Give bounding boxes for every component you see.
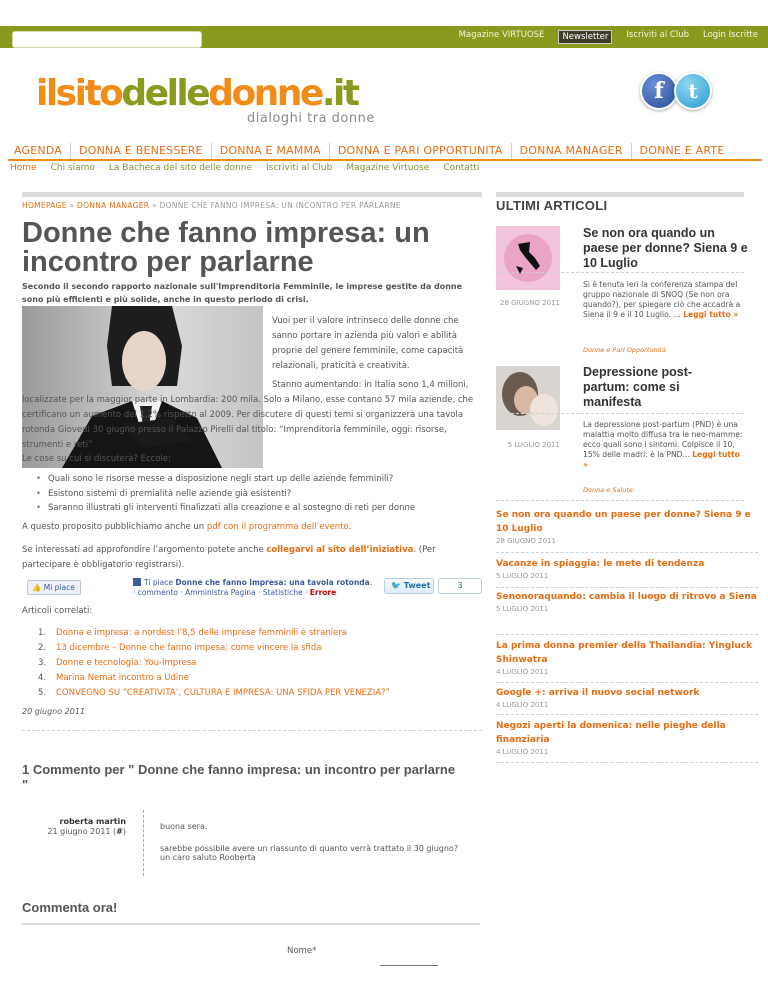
list-item bbox=[38, 686, 390, 701]
list-item-date: 28 GIUGNO 2011 bbox=[496, 537, 556, 545]
article-paragraph-3: Le cose su cui si discuterà? Eccole: bbox=[22, 454, 171, 464]
featured-title[interactable]: Depressione post-partum: come si manifesta bbox=[583, 365, 693, 409]
comments-heading: 1 Commento per " Donne che fanno impresa: un incontro per parlarne " bbox=[22, 762, 456, 792]
list-item[interactable] bbox=[496, 557, 758, 580]
featured-title[interactable]: Se non ora quando un paese per donne? Siena 9 e 10 Luglio bbox=[583, 226, 748, 270]
featured-category[interactable]: Donne e Pari Opportunità bbox=[583, 346, 666, 354]
featured-excerpt-text: La depressione post-partum (PND) è una malattia molto diffusa tra le neo-mamme: ecco quali sono i sintomi. Colpisce il 10, 15% delle madri: è la PND... bbox=[583, 420, 743, 459]
list-item[interactable] bbox=[496, 590, 758, 613]
breadcrumb bbox=[22, 201, 401, 210]
sub-nav bbox=[8, 163, 762, 179]
dashed-divider bbox=[496, 682, 758, 683]
italy-map-image bbox=[496, 226, 560, 290]
related-number: 5. bbox=[38, 688, 47, 698]
featured-excerpt-text: Si è tenuta ieri la conferenza stampa del gruppo nazionale di SNOQ (Se non ora quando?), per spiegare ciò che accadrà a Siena il 9 e il 10 Luglio. ... bbox=[583, 280, 741, 319]
social-icons bbox=[640, 72, 716, 112]
dashed-divider bbox=[496, 714, 758, 715]
list-item-title[interactable]: Se non ora quando un paese per donne? Siena 9 e 10 Luglio bbox=[496, 510, 751, 534]
list-item[interactable] bbox=[496, 719, 758, 756]
site-logo[interactable] bbox=[36, 73, 358, 114]
related-number: 2. bbox=[38, 643, 47, 653]
logo-part-4: .it bbox=[321, 73, 358, 114]
registration-paragraph bbox=[22, 543, 478, 573]
subnav-home[interactable]: Home bbox=[10, 163, 37, 173]
featured-category[interactable]: Donna e Salute bbox=[583, 486, 633, 494]
subnav-bacheca[interactable]: La Bacheca del sito delle donne bbox=[108, 163, 253, 173]
subnav-club[interactable]: Iscriviti al Club bbox=[266, 163, 333, 173]
list-item-title[interactable]: La prima donna premier della Thailandia: Yingluck Shinwatra bbox=[496, 641, 753, 665]
article-lead: Secondo il secondo rapporto nazionale sull'Imprenditoria Femminile, le imprese gestite da donne sono più efficienti e più solide, anche in questo periodo di crisi. bbox=[22, 282, 463, 304]
list-item: • Saranno illustrati gli interventi finalizzati alla creazione e al sostegno di reti per donne bbox=[36, 501, 415, 516]
comment-line: un caro saluto Rooberta bbox=[160, 853, 256, 862]
featured-thumbnail[interactable] bbox=[496, 226, 560, 290]
list-item bbox=[38, 626, 390, 641]
list-item-title[interactable]: Vacanze in spiaggia: le mete di tendenza bbox=[496, 559, 705, 569]
comment-author-name: roberta martin bbox=[59, 817, 126, 826]
featured-thumbnail[interactable] bbox=[496, 366, 560, 430]
dashed-divider bbox=[496, 272, 744, 273]
list-item-title[interactable]: Senonoraquando: cambia il luogo di ritrovo a Siena bbox=[496, 592, 757, 602]
facebook-like-button[interactable] bbox=[27, 580, 81, 595]
list-item: • Esistono sistemi di premialità nelle aziende già esistenti? bbox=[36, 487, 415, 502]
nav-manager[interactable]: DONNA MANAGER bbox=[512, 143, 632, 159]
list-item-date: 4 LUGLIO 2011 bbox=[496, 748, 549, 756]
related-link[interactable]: 13 dicembre – Donne che fanno impesa: come vincere la sfida bbox=[56, 643, 322, 653]
read-more-link[interactable]: Leggi tutto » bbox=[683, 310, 739, 319]
related-number: 1. bbox=[38, 628, 47, 638]
facebook-icon[interactable]: f bbox=[640, 72, 678, 110]
nav-agenda[interactable]: AGENDA bbox=[8, 143, 71, 159]
tweet-label: Tweet bbox=[403, 581, 431, 590]
site-tagline: dialoghi tra donne bbox=[247, 111, 375, 126]
tweet-count: 3 bbox=[438, 578, 482, 594]
pdf-paragraph bbox=[22, 522, 351, 532]
comment-body bbox=[160, 822, 460, 863]
registration-text-end: . (Per partecipare è obbligatorio registrarsi). bbox=[22, 545, 436, 570]
logo-part-2: delle bbox=[121, 73, 209, 114]
search-input[interactable] bbox=[12, 31, 202, 48]
pdf-link[interactable]: pdf con il programma dell’evento bbox=[206, 522, 349, 532]
dashed-divider bbox=[496, 552, 758, 553]
nav-arte[interactable]: DONNE E ARTE bbox=[639, 144, 725, 157]
list-item[interactable] bbox=[496, 686, 758, 709]
dashed-divider bbox=[496, 634, 758, 635]
facebook-small-icon bbox=[133, 578, 141, 586]
fb-text-actions[interactable]: . · commento · Amministra Pagina · Statistiche · bbox=[133, 578, 373, 597]
featured-excerpt bbox=[583, 420, 743, 470]
list-item-date: 4 LUGLIO 2011 bbox=[496, 701, 549, 709]
pdf-text-end: . bbox=[348, 522, 352, 532]
related-heading: Articoli correlati: bbox=[22, 606, 93, 616]
logo-part-1: ilsito bbox=[36, 73, 122, 114]
article-bullet-list bbox=[36, 472, 415, 516]
mother-baby-image bbox=[496, 366, 560, 430]
list-item bbox=[38, 656, 390, 671]
list-item[interactable] bbox=[496, 508, 758, 545]
breadcrumb-category[interactable]: DONNA MANAGER bbox=[77, 201, 150, 210]
article-paragraph-1: Vuoi per il valore intrinseco delle donne che sanno portare in azienda più valori e abilità proprie del genere femminile, come capacità relazionali, praticità e creatività. bbox=[272, 316, 464, 371]
subnav-chi-siamo[interactable]: Chi siamo bbox=[50, 163, 95, 173]
article-title: Donne che fanno impresa: un incontro per parlarne bbox=[22, 217, 430, 278]
main-nav bbox=[8, 143, 762, 161]
top-link-newsletter[interactable]: Newsletter bbox=[558, 30, 612, 44]
read-more-link[interactable]: Leggi tutto » bbox=[583, 450, 740, 469]
breadcrumb-home[interactable]: HOMEPAGE bbox=[22, 201, 67, 210]
dashed-divider bbox=[496, 500, 744, 501]
subnav-magazine[interactable]: Magazine Virtuose bbox=[346, 163, 430, 173]
related-link[interactable]: Donna e impresa: a nordest l’8,5 delle imprese femminili è straniera bbox=[56, 628, 347, 638]
related-link[interactable]: Donne e tecnologia: You-Impresa bbox=[56, 658, 197, 668]
thumbs-up-icon: 👍 bbox=[32, 583, 42, 592]
fb-text-pre: Ti piace bbox=[144, 578, 176, 587]
dashed-divider bbox=[496, 587, 758, 588]
comment-divider bbox=[143, 810, 144, 876]
list-item bbox=[38, 641, 390, 656]
featured-date: 28 GIUGNO 2011 bbox=[500, 299, 560, 307]
registration-text: Se interessati ad approfondire l’argomento potete anche bbox=[22, 545, 267, 555]
dashed-divider bbox=[496, 762, 758, 763]
initiative-site-link[interactable]: collegarvi al sito dell’iniziativa bbox=[266, 545, 414, 555]
top-link-club[interactable]: Iscriviti al Club bbox=[626, 30, 689, 40]
comment-permalink[interactable]: # bbox=[116, 827, 123, 836]
related-list bbox=[38, 626, 390, 701]
comment-author: roberta martin 21 giugno 2011 (#) bbox=[47, 817, 126, 836]
content-divider bbox=[22, 192, 482, 197]
form-divider bbox=[22, 923, 480, 925]
related-number: 4. bbox=[38, 673, 47, 683]
twitter-icon[interactable]: t bbox=[674, 72, 712, 110]
related-number: 3. bbox=[38, 658, 47, 668]
twitter-bird-icon: 🐦 bbox=[391, 581, 401, 590]
comment-line: buona sera. bbox=[160, 822, 208, 831]
featured-excerpt bbox=[583, 280, 743, 320]
list-item-title[interactable]: Google +: arriva il nuovo social network bbox=[496, 688, 700, 698]
breadcrumb-separator: » bbox=[149, 201, 160, 210]
fb-page-title[interactable]: Donne che fanno impresa: una tavola rotonda bbox=[175, 578, 370, 587]
comment-form-heading: Commenta ora! bbox=[22, 900, 118, 915]
related-link[interactable]: CONVEGNO SU “CREATIVITA’, CULTURA E IMPRESA: UNA SFIDA PER VENEZIA?” bbox=[56, 688, 390, 698]
site-header bbox=[0, 48, 768, 140]
tweet-button[interactable] bbox=[384, 578, 434, 594]
list-item: • Quali sono le risorse messe a disposizione negli start up delle aziende femminili? bbox=[36, 472, 415, 487]
nav-mamma[interactable]: DONNA E MAMMA bbox=[212, 143, 330, 159]
comment-line: sarebbe possibile avere un riassunto di quanto verrà trattato il 30 giugno? bbox=[160, 843, 459, 853]
breadcrumb-current: DONNE CHE FANNO IMPRESA: UN INCONTRO PER PARLARNE bbox=[159, 201, 401, 210]
name-field[interactable] bbox=[380, 958, 438, 966]
share-bar bbox=[22, 577, 482, 603]
logo-part-3: donne bbox=[208, 73, 322, 114]
comment-date: 21 giugno 2011 bbox=[47, 827, 111, 836]
article-date: 20 giugno 2011 bbox=[22, 707, 86, 716]
related-link[interactable]: Marina Nemat incontro a Udine bbox=[56, 673, 189, 683]
nav-benessere[interactable]: DONNA E BENESSERE bbox=[71, 143, 212, 159]
list-item-date: 5 LUGLIO 2011 bbox=[496, 572, 549, 580]
list-item[interactable] bbox=[496, 639, 758, 676]
dashed-divider bbox=[496, 413, 744, 414]
top-link-login[interactable]: Login Iscritte bbox=[703, 30, 758, 40]
fb-error[interactable]: Errore bbox=[309, 587, 337, 597]
article-paragraph-2: Stanno aumentando: in Italia sono 1,4 milioni, localizzate per la maggior parte in Lombardia: 200 mila. Solo a Milano, esse contano 57 mila aziende, che certificano un aumento del 1,2% rispetto al 2009. Per discutere di questi temi si organizzerà una tavola rotonda Giovedì 30 giugno presso il Palazzo Pirelli dal titolo: “Imprenditoria femminile, oggi: risorse, strumenti e reti” bbox=[22, 380, 474, 450]
name-label: Nome* bbox=[287, 946, 317, 956]
subnav-contatti[interactable]: Contatti bbox=[443, 163, 480, 173]
list-item-date: 5 LUGLIO 2011 bbox=[496, 605, 549, 613]
sidebar-divider bbox=[496, 192, 744, 197]
list-item-title[interactable]: Negozi aperti la domenica: nelle pieghe della finanziaria bbox=[496, 721, 726, 745]
pdf-text: A questo proposito pubblichiamo anche un bbox=[22, 522, 207, 532]
sidebar-heading: ULTIMI ARTICOLI bbox=[496, 198, 608, 213]
featured-date: 5 LUGLIO 2011 bbox=[507, 441, 560, 449]
breadcrumb-separator: » bbox=[66, 201, 78, 210]
nav-pari-opportunita[interactable]: DONNA E PARI OPPORTUNITA bbox=[330, 143, 512, 159]
like-label: Mi piace bbox=[43, 583, 75, 592]
dashed-divider bbox=[22, 730, 482, 731]
facebook-like-text bbox=[133, 578, 373, 597]
list-item-date: 4 LUGLIO 2011 bbox=[496, 668, 549, 676]
list-item bbox=[38, 671, 390, 686]
top-links bbox=[459, 30, 758, 44]
top-link-magazine[interactable]: Magazine VIRTUOSE bbox=[458, 30, 545, 40]
